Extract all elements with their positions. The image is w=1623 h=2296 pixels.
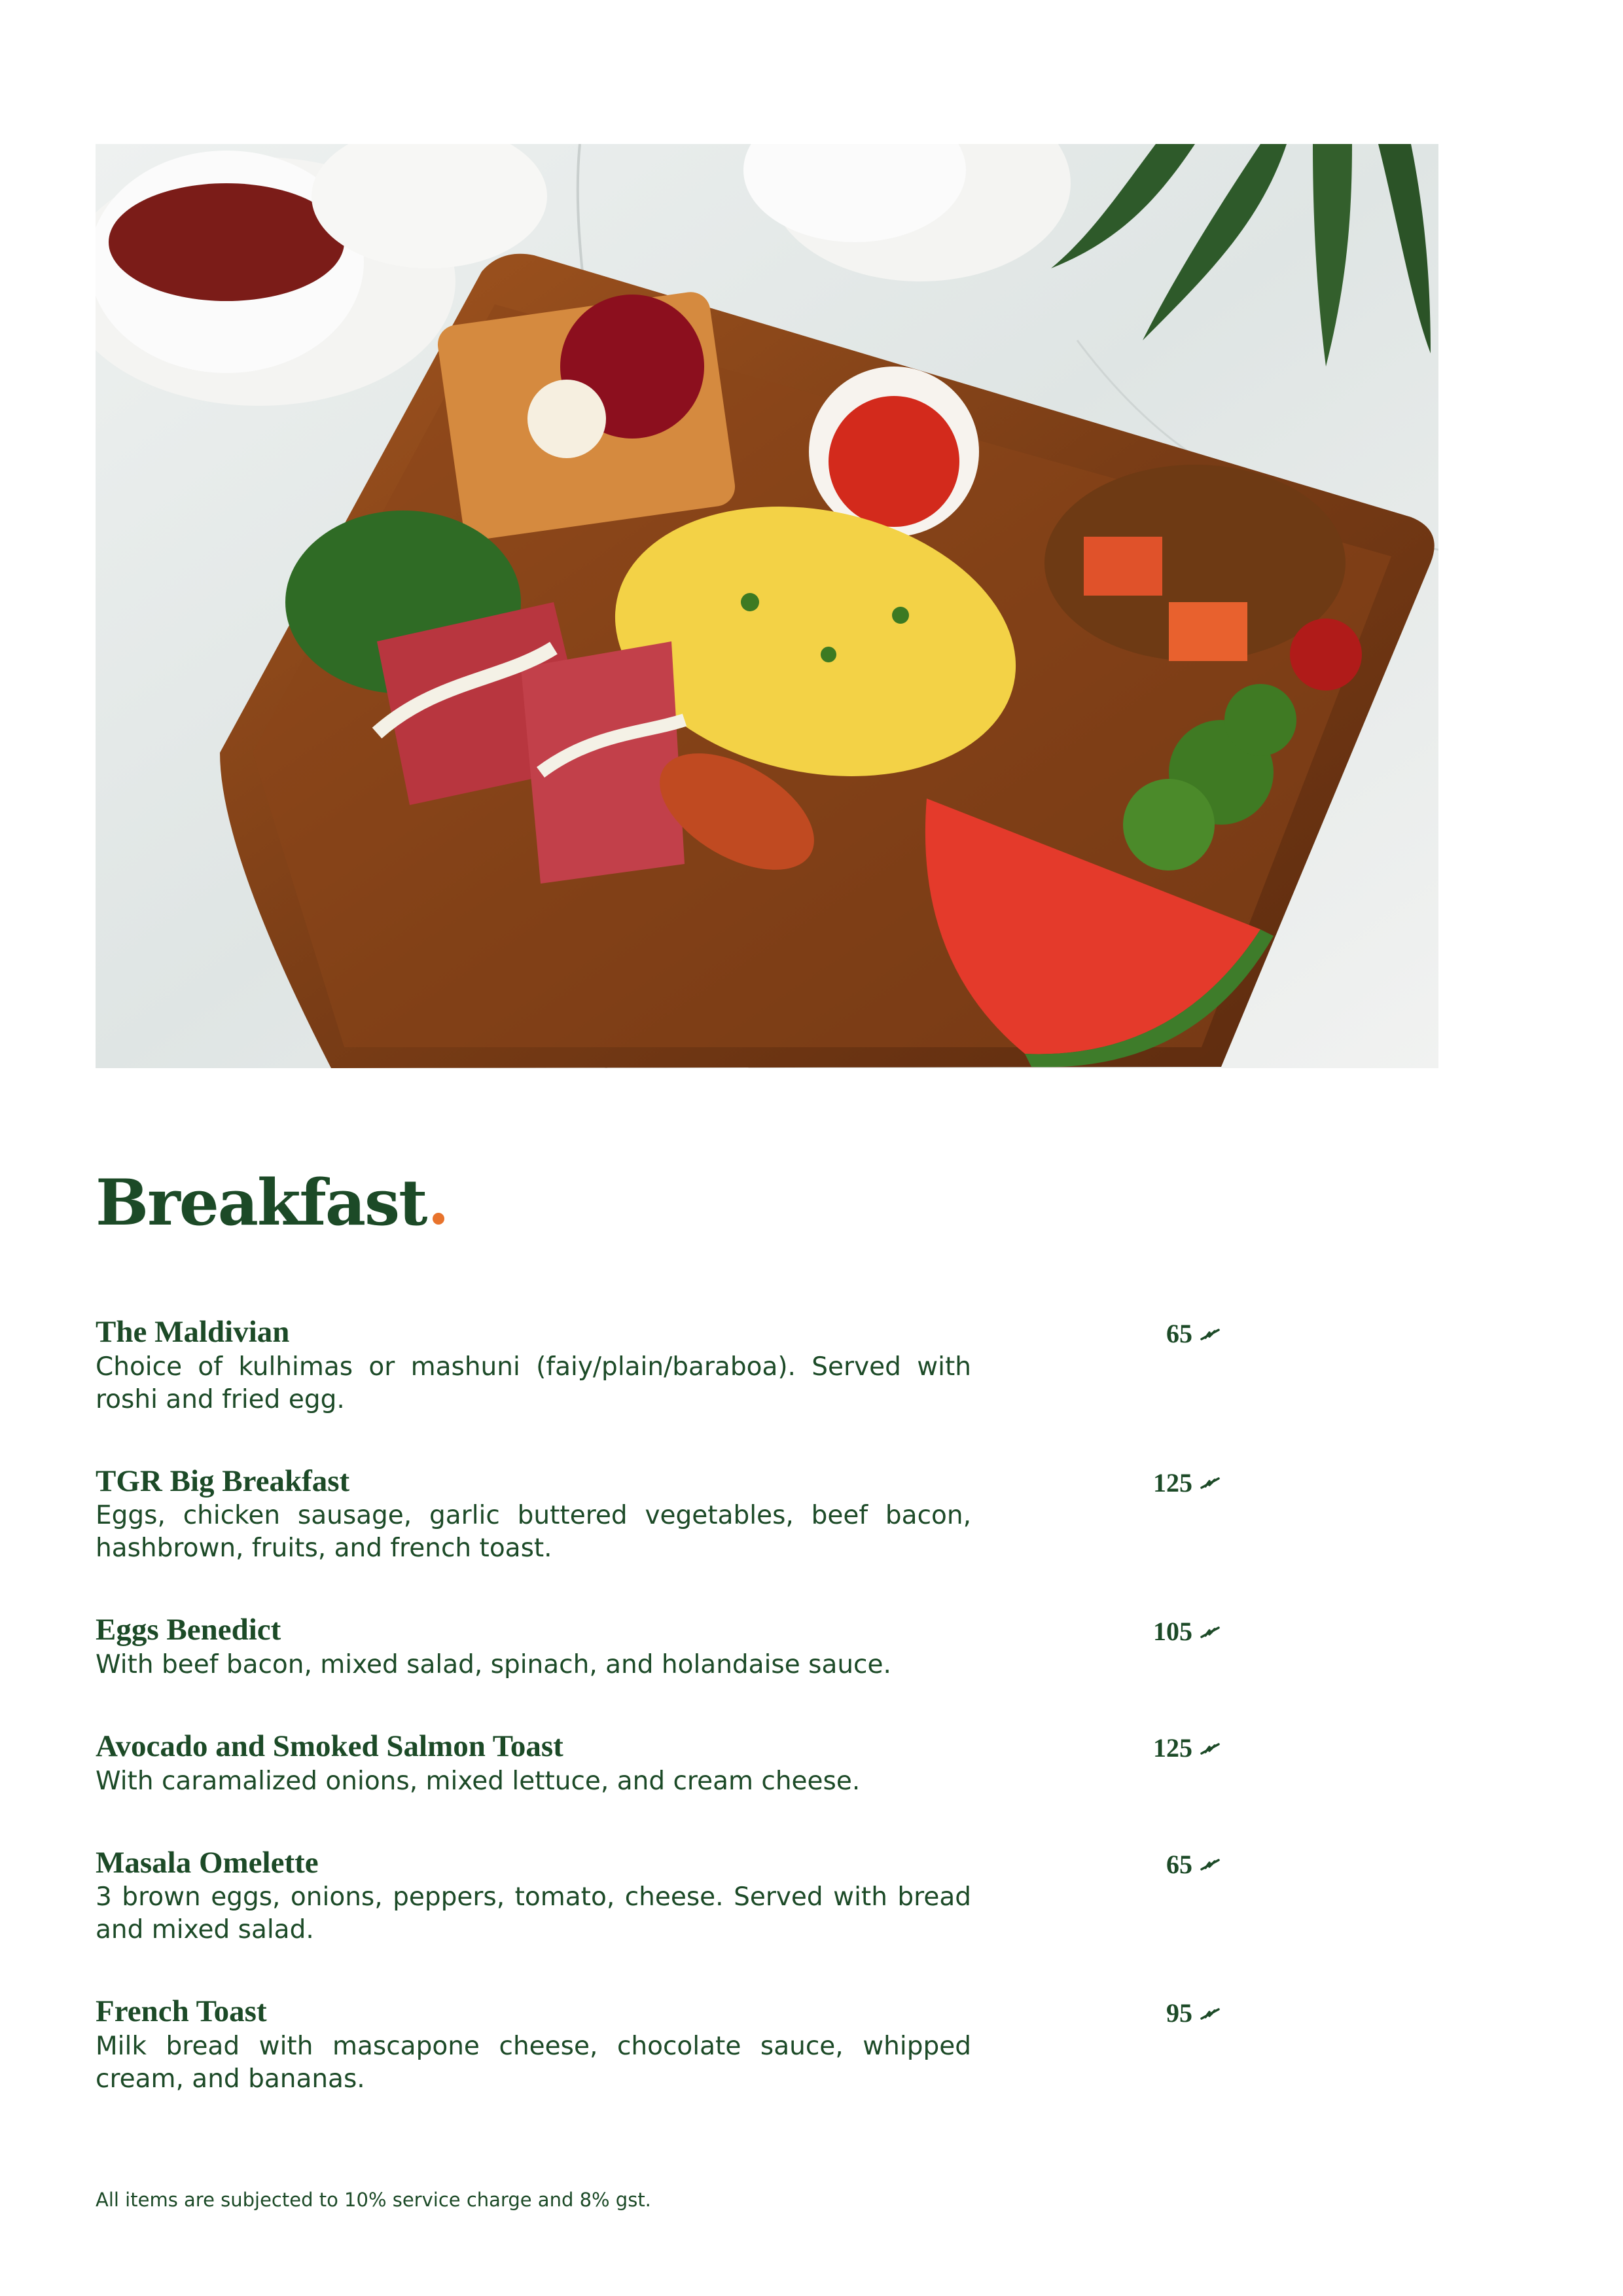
accent-dot-icon [433, 1213, 444, 1225]
menu-item-name: Avocado and Smoked Salmon Toast [96, 1729, 563, 1764]
menu-item-name: The Maldivian [96, 1315, 290, 1349]
rufiyaa-icon [1200, 1740, 1221, 1756]
menu-item-price [1153, 1616, 1221, 1647]
menu-item [96, 1846, 1221, 1947]
rufiyaa-icon [1200, 1624, 1221, 1640]
menu-item-description: Milk bread with mascapone cheese, chocolate sauce, whipped cream, and bananas. [96, 2032, 971, 2094]
menu-item-description: With caramalized onions, mixed lettuce, and cream cheese. [96, 1766, 861, 1796]
menu-item-description: 3 brown eggs, onions, peppers, tomato, cheese. Served with bread and mixed salad. [96, 1882, 971, 1945]
rufiyaa-icon [1200, 1475, 1221, 1490]
rufiyaa-icon [1200, 1856, 1221, 1872]
menu-item-name: TGR Big Breakfast [96, 1463, 350, 1498]
menu-item-name: Eggs Benedict [96, 1613, 281, 1647]
menu-item-price [1166, 1849, 1221, 1880]
price-value: 65 [1166, 1319, 1192, 1348]
rufiyaa-icon [1200, 2005, 1221, 2021]
menu-item-description: Choice of kulhimas or mashuni (faiy/plain/baraboa). Served with roshi and fried egg. [96, 1352, 971, 1414]
menu-item-description: Eggs, chicken sausage, garlic buttered vegetables, beef bacon, hashbrown, fruits, and french toast. [96, 1501, 971, 1564]
rufiyaa-icon [1200, 1326, 1221, 1342]
menu-item-description: With beef bacon, mixed salad, spinach, and holandaise sauce. [96, 1650, 891, 1680]
price-value: 95 [1166, 1998, 1192, 2028]
breakfast-platter-photo [96, 144, 1438, 1068]
price-value: 65 [1166, 1849, 1192, 1879]
price-value: 125 [1153, 1733, 1192, 1763]
section-title-text: Breakfast [96, 1166, 427, 1240]
menu-item [96, 1730, 1221, 1798]
section-title [96, 1166, 444, 1240]
menu-item [96, 1995, 1221, 2096]
service-charge-note: All items are subjected to 10% service charge and 8% gst. [96, 2189, 651, 2211]
menu-list [96, 1316, 1221, 2144]
menu-item-name: Masala Omelette [96, 1845, 319, 1880]
menu-item-name: French Toast [96, 1994, 267, 2029]
menu-item [96, 1465, 1221, 1566]
menu-item-price [1166, 1318, 1221, 1349]
menu-item-price [1153, 1467, 1221, 1498]
price-value: 105 [1153, 1617, 1192, 1647]
menu-item-price [1153, 1732, 1221, 1763]
price-value: 125 [1153, 1467, 1192, 1498]
menu-item [96, 1613, 1221, 1681]
menu-item [96, 1316, 1221, 1416]
menu-item-price [1166, 1998, 1221, 2028]
